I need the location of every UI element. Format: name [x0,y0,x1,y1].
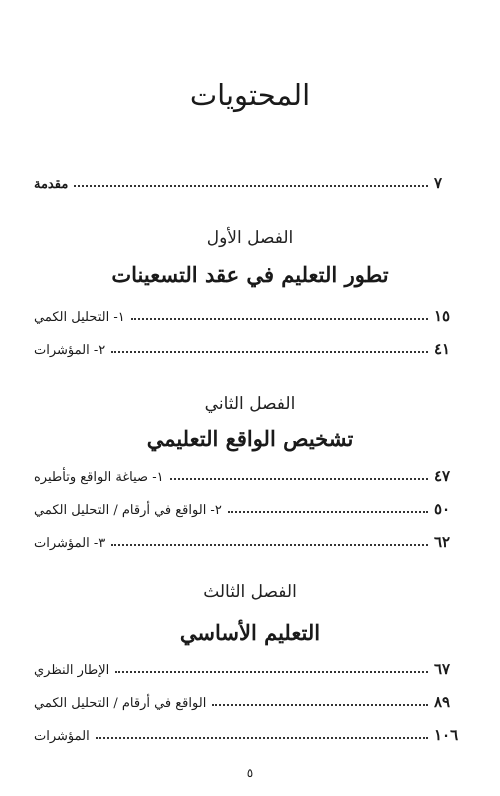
toc-row[interactable] [30,656,462,678]
toc-row[interactable] [30,689,462,711]
toc-page-number: ٦٢ [434,533,451,551]
toc-entry-label: الإطار النظري [34,663,110,678]
toc-page-number: ١٠٦ [434,726,459,744]
chapter-3-kicker: الفصل الثالث [203,582,297,602]
leader-dots [74,184,428,187]
toc-page-number: ١٥ [434,307,451,325]
toc-entry-label: ١- التحليل الكمي [34,310,125,325]
toc-row[interactable] [30,336,462,358]
toc-entry-label: ٣- المؤشرات [34,536,106,551]
leader-dots [131,317,428,320]
toc-entry-label: ٢- الواقع في أرقام / التحليل الكمي [34,503,222,518]
toc-page-number: ٥٠ [434,500,451,518]
toc-row[interactable] [30,463,462,485]
leader-dots [111,350,428,353]
toc-page-number: ٤١ [434,340,451,358]
chapter-3-heading: التعليم الأساسي [179,620,321,645]
toc-page-number: ٦٧ [434,660,451,678]
footer-page-number: ٥ [246,766,254,780]
leader-dots [228,510,428,513]
leader-dots [115,670,428,673]
toc-row[interactable] [30,529,462,551]
leader-dots [212,703,428,706]
toc-entry-label: ٢- المؤشرات [34,343,106,358]
toc-entry-label: المؤشرات [34,729,90,744]
page-title: المحتويات [189,78,311,112]
toc-entry-label: مقدمة [34,177,69,192]
chapter-2-kicker: الفصل الثاني [204,394,296,414]
toc-page-number: ٧ [434,174,443,192]
toc-entry-label: ١- صياغة الواقع وتأطيره [34,470,164,485]
chapter-2-heading: تشخيص الواقع التعليمي [146,426,354,451]
toc-page-number: ٤٧ [434,467,451,485]
toc-row[interactable] [30,303,462,325]
toc-row-intro[interactable] [30,170,462,192]
toc-row[interactable] [30,722,462,744]
toc-row[interactable] [30,496,462,518]
chapter-1-heading: تطور التعليم في عقد التسعينات [111,262,389,287]
toc-page-number: ٨٩ [434,693,451,711]
leader-dots [170,477,428,480]
leader-dots [96,736,428,739]
leader-dots [111,543,428,546]
chapter-1-kicker: الفصل الأول [206,228,294,248]
toc-entry-label: الواقع في أرقام / التحليل الكمي [34,696,207,711]
